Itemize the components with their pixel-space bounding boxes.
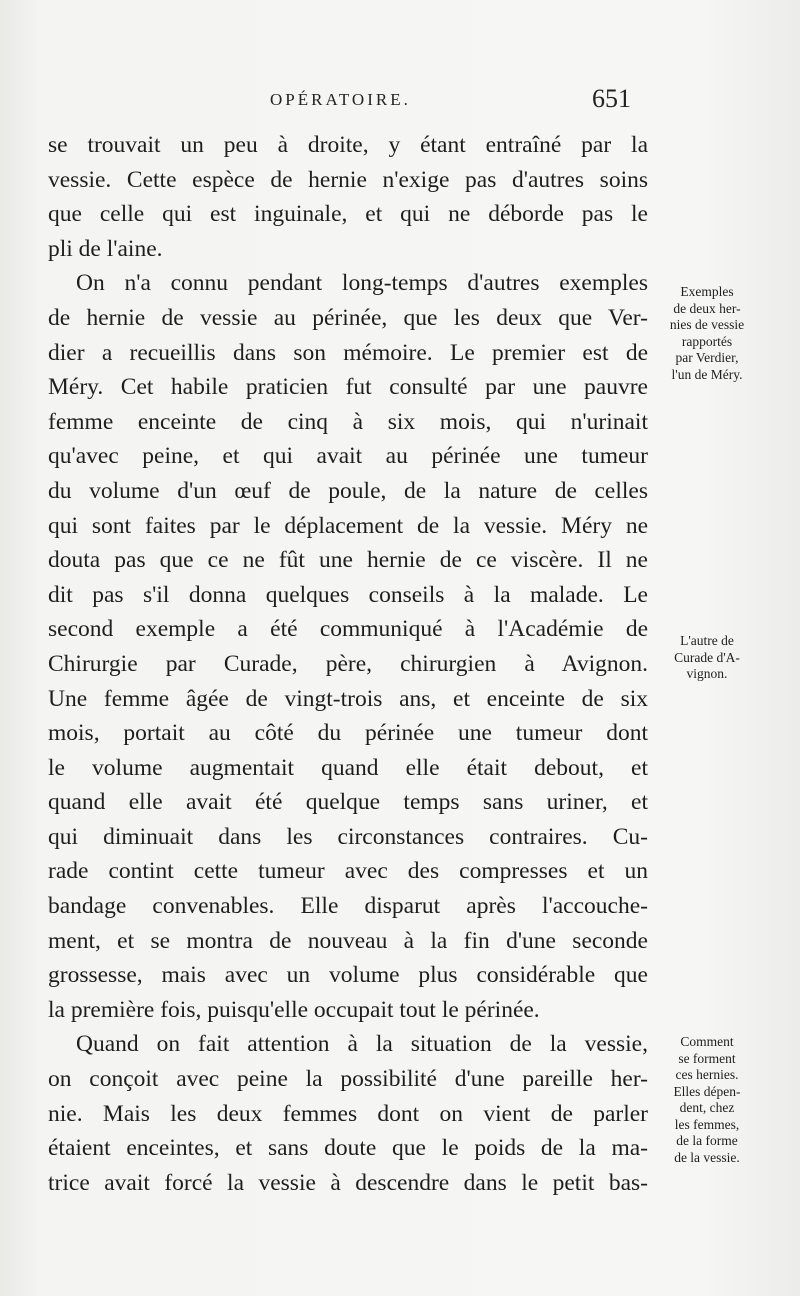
text-line: ment, et se montra de nouveau à la fin d'une seconde: [48, 927, 648, 954]
text-line: le volume augmentait quand elle était debout, et: [48, 754, 648, 781]
sidenote-line: vignon.: [686, 666, 728, 681]
text-line: mois, portait au côté du périnée une tumeur dont: [48, 720, 648, 747]
text-line: bandage convenables. Elle disparut après l'accouche-: [48, 893, 648, 920]
text-line: grossesse, mais avec un volume plus considérable que: [48, 962, 648, 989]
sidenote-line: Exemples: [680, 284, 734, 299]
sidenote-line: L'autre de: [680, 633, 734, 648]
sidenote-line: nies de vessie: [669, 317, 745, 332]
sidenote-curade: [648, 633, 766, 683]
text-line: nie. Mais les deux femmes dont on vient de parler: [48, 1100, 648, 1127]
sidenote-line: Elles dépen-: [673, 1083, 741, 1099]
sidenote-comment: [648, 1034, 766, 1166]
text-line: Quand on fait attention à la situation de la vessie,: [76, 1031, 648, 1058]
sidenote-line: se forment: [678, 1050, 736, 1066]
text-line: la première fois, puisqu'elle occupait tout le périnée.: [48, 996, 540, 1023]
text-line: qui diminuait dans les circonstances contraires. Cu-: [48, 823, 648, 850]
page-number: 651: [592, 84, 631, 113]
sidenote-line: de la forme: [676, 1133, 738, 1148]
text-line: qu'avec peine, et qui avait au périnée une tumeur: [48, 443, 648, 470]
sidenote-line: l'un de Méry.: [671, 366, 743, 382]
text-line: rade contint cette tumeur avec des compresses et un: [48, 858, 648, 885]
text-line: second exemple a été communiqué à l'Académie de: [48, 616, 648, 643]
sidenote-line: de la vessie.: [674, 1149, 740, 1165]
sidenote-line: Comment: [680, 1034, 734, 1049]
text-line: de hernie de vessie au périnée, que les deux que Ver-: [48, 304, 648, 331]
sidenote-exemples: [648, 284, 766, 383]
running-title: OPÉRATOIRE.: [270, 90, 411, 109]
sidenote-line: de deux her-: [673, 300, 741, 316]
text-line: vessie. Cette espèce de hernie n'exige pas d'autres soins: [48, 166, 648, 193]
text-line: trice avait forcé la vessie à descendre dans le petit bas-: [48, 1169, 648, 1196]
sidenote-line: rapportés: [681, 333, 733, 349]
text-line: que celle qui est inguinale, et qui ne déborde pas le: [48, 201, 648, 228]
sidenote-line: Curade d'A-: [674, 649, 740, 665]
text-line: du volume d'un œuf de poule, de la nature de celles: [48, 477, 648, 504]
text-line: se trouvait un peu à droite, y étant entraîné par la: [48, 132, 648, 158]
text-line: douta pas que ce ne fût une hernie de ce viscère. Il ne: [48, 547, 648, 574]
text-line: quand elle avait été quelque temps sans uriner, et: [48, 789, 648, 816]
sidenote-line: par Verdier,: [675, 350, 739, 365]
sidenote-line: dent, chez: [679, 1100, 735, 1115]
main-text-block: [48, 128, 648, 1200]
sidenote-line: ces hernies.: [675, 1067, 739, 1082]
text-line: Une femme âgée de vingt-trois ans, et enceinte de six: [48, 685, 648, 712]
sidenote-line: les femmes,: [674, 1116, 740, 1132]
text-line: femme enceinte de cinq à six mois, qui n'urinait: [48, 408, 648, 435]
text-line: on conçoit avec peine la possibilité d'une pareille her-: [48, 1066, 648, 1093]
text-line: dit pas s'il donna quelques conseils à la malade. Le: [48, 581, 648, 608]
text-line: Méry. Cet habile praticien fut consulté par une pauvre: [48, 374, 648, 401]
text-line: étaient enceintes, et sans doute que le poids de la ma-: [48, 1135, 648, 1162]
text-line: dier a recueillis dans son mémoire. Le premier est de: [48, 339, 648, 366]
text-line: pli de l'aine.: [48, 235, 163, 262]
text-line: qui sont faites par le déplacement de la vessie. Méry ne: [48, 512, 648, 539]
text-line: On n'a connu pendant long-temps d'autres exemples: [76, 270, 648, 297]
text-line: Chirurgie par Curade, père, chirurgien à Avignon.: [48, 650, 648, 677]
